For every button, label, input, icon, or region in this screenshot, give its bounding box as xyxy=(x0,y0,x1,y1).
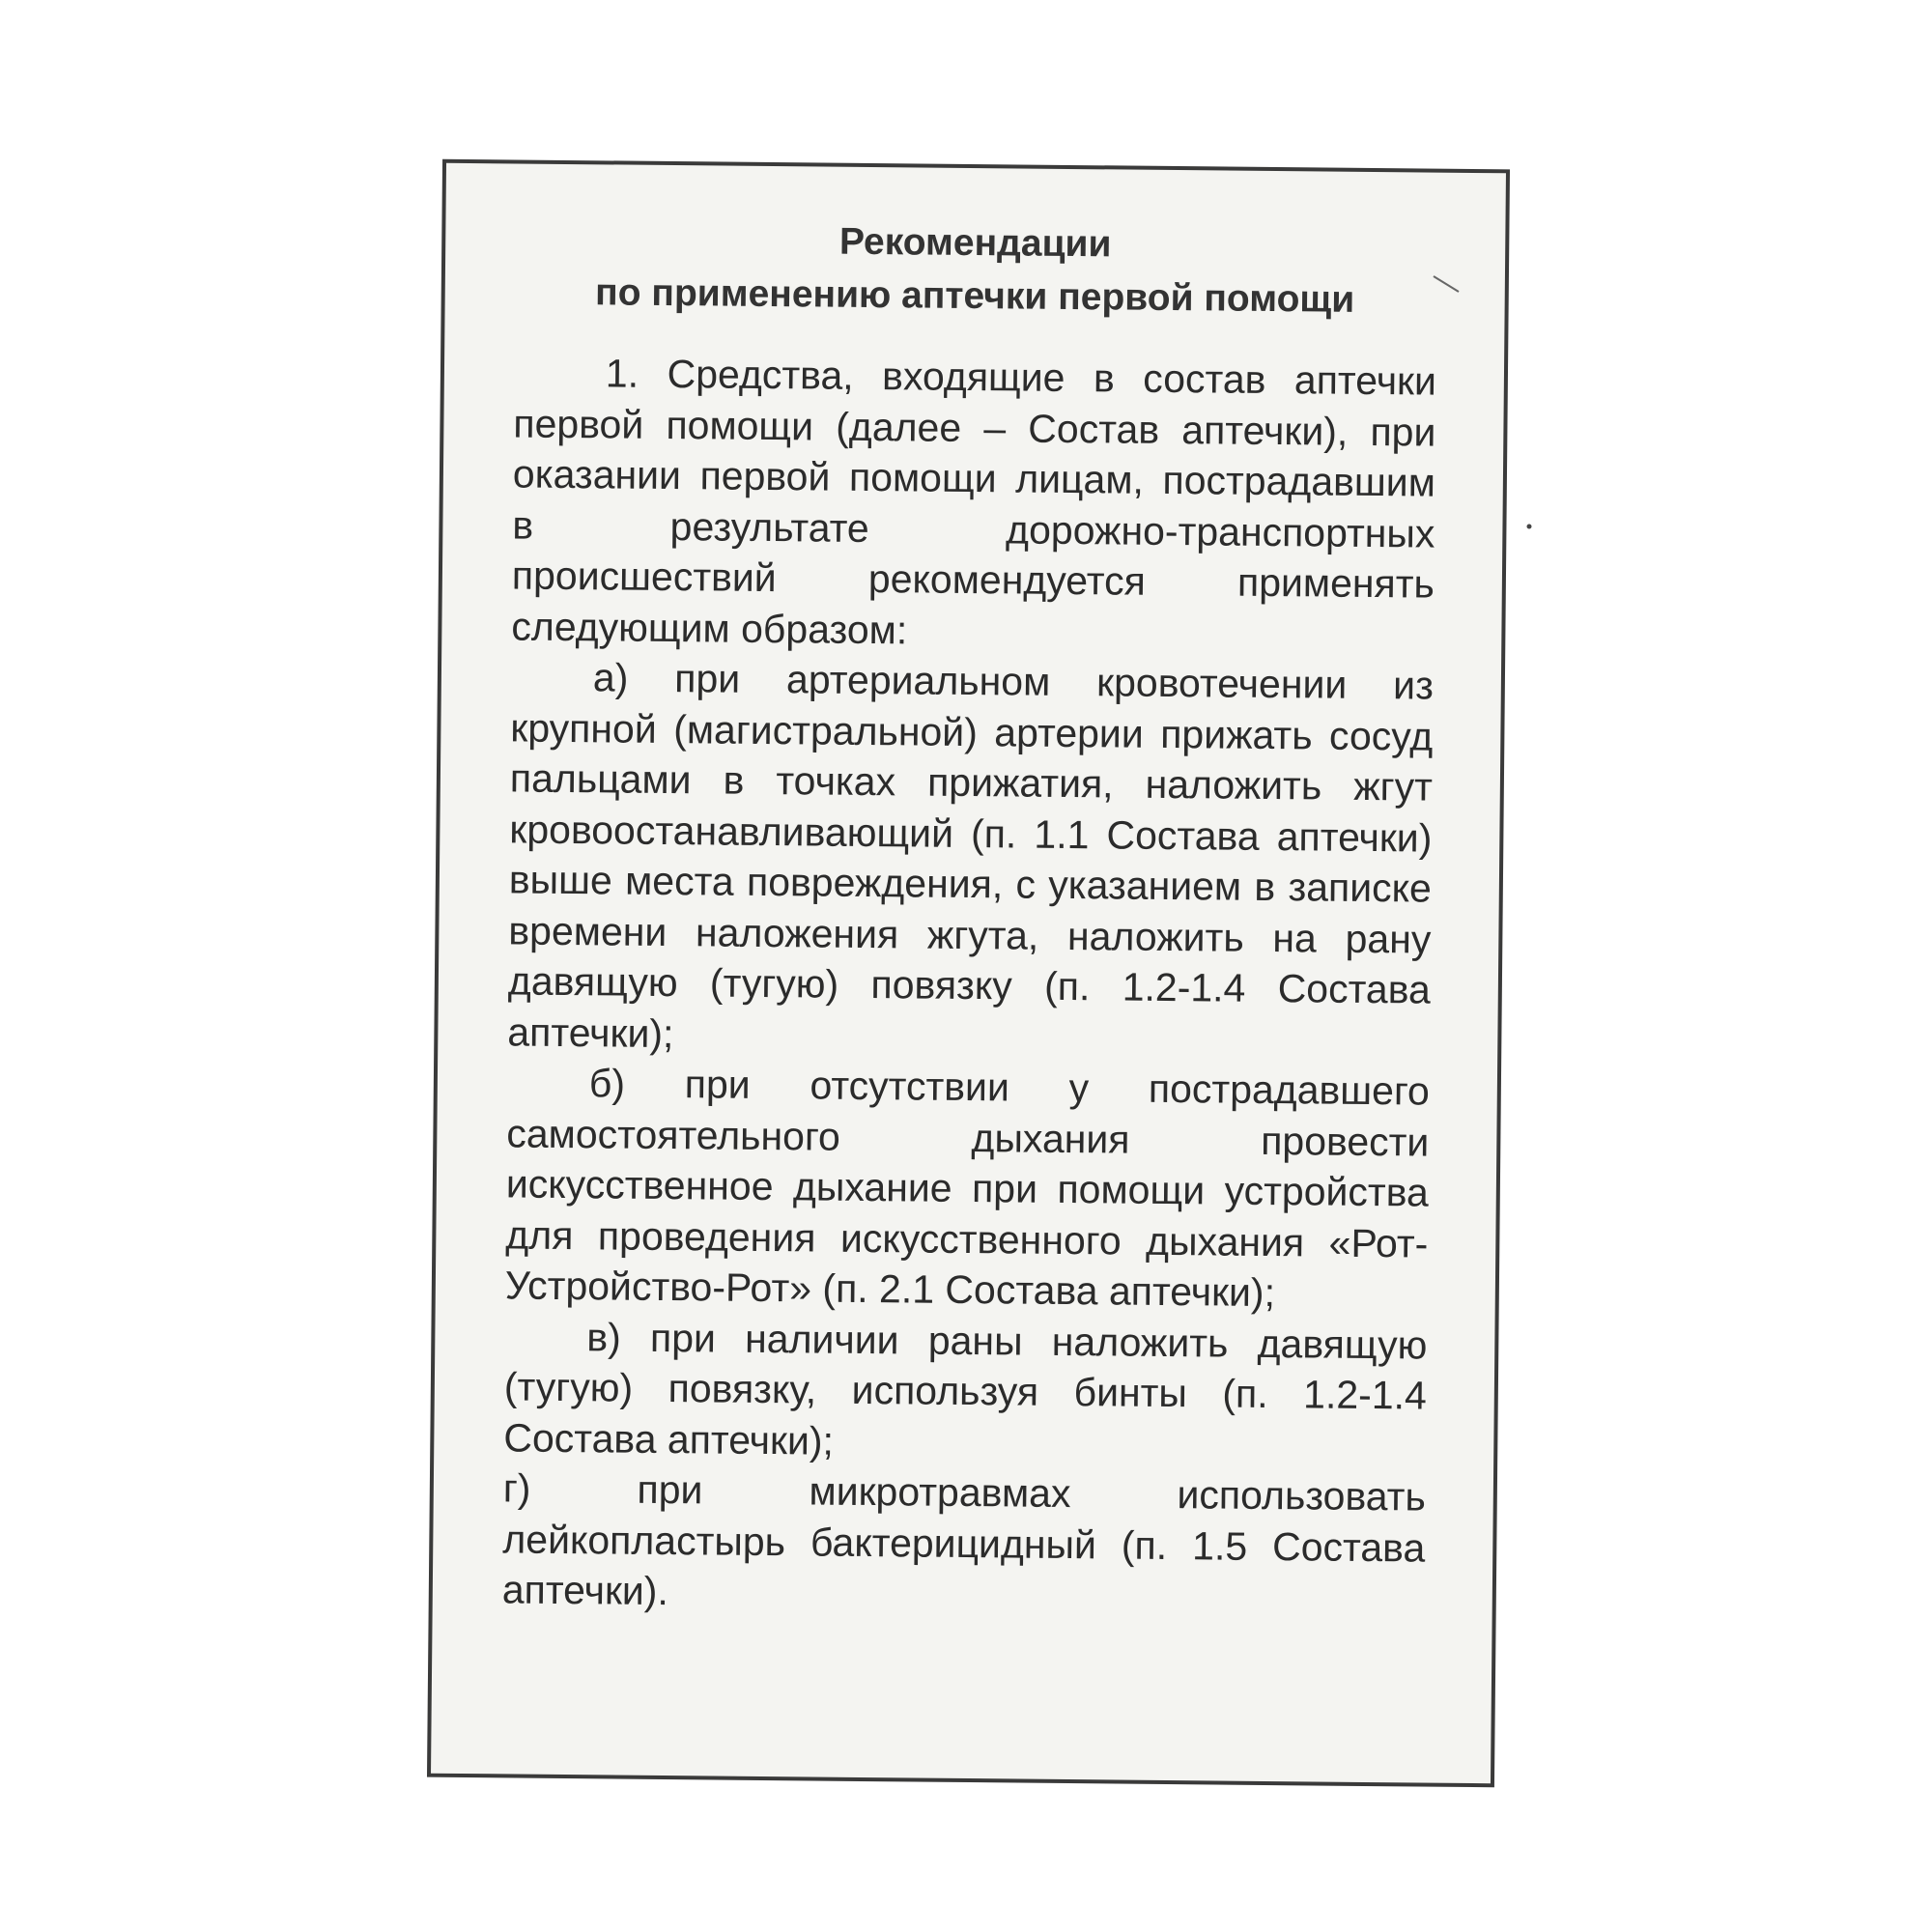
paragraph-item-a: а) при артериальном кровотечении из крупной (магистральной) артерии прижать сосуд пальцами в точках прижатия, наложить жгут кровоостанавливающий (п. 1.1 Состава аптечки) выше места повреждения, с указанием в записке времени наложения жгута, наложить на рану давящую (тугую) повязку (п. 1.2-1.4 Состава аптечки); xyxy=(507,655,1435,1056)
document-title xyxy=(444,212,1505,328)
paragraph-item-b: б) при отсутствии у пострадавшего самостоятельного дыхания провести искусственное дыхание при помощи устройства для проведения искусственного дыхания «Рот-Устройство-Рот» (п. 2.1 Состава аптечки); xyxy=(504,1061,1431,1316)
title-line-1: Рекомендации xyxy=(838,220,1112,266)
document-body xyxy=(502,347,1437,1624)
paragraph-intro: 1. Средства, входящие в состав аптечки первой помощи (далее – Состав аптечки), при оказании первой помощи лицам, пострадавшим в результате дорожно-транспортных происшествий рекомендуется применять следующим образом: xyxy=(511,351,1437,652)
paragraph-item-v: в) при наличии раны наложить давящую (тугую) повязку, используя бинты (п. 1.2-1.4 Состава аптечки); xyxy=(503,1314,1428,1463)
title-line-2: по применению аптечки первой помощи xyxy=(594,271,1355,321)
pen-stroke-mark xyxy=(1430,270,1468,299)
ink-dot-mark xyxy=(1524,522,1534,531)
instruction-card xyxy=(427,159,1510,1788)
paragraph-item-g: г) при микротравмах использовать лейкопластырь бактерицидный (п. 1.5 Состава аптечки). xyxy=(501,1465,1427,1614)
